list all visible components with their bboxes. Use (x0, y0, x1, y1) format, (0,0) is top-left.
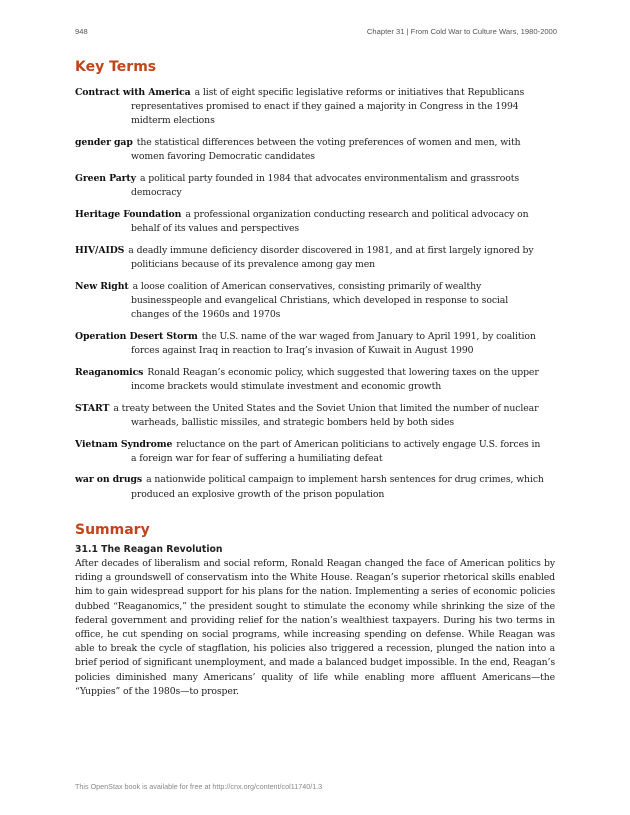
key-terms-heading: Key Terms (75, 59, 157, 75)
term-definition: a deadly immune deficiency disorder discovered in 1981, and at first largely ignored by politicians because of its prevalence among gay men (128, 244, 534, 271)
key-term-item (75, 208, 545, 236)
term-word: Heritage Foundation (75, 208, 182, 220)
key-term-item (75, 172, 545, 200)
page-number: 948 (75, 27, 88, 36)
key-term-item (75, 136, 545, 164)
term-definition: a nationwide political campaign to implement harsh sentences for drug crimes, which produced an explosive growth of the prison population (131, 474, 544, 500)
term-definition: reluctance on the part of American politicians to actively engage U.S. forces in a foreign war for fear of suffering a humiliating defeat (131, 438, 541, 464)
term-definition: the statistical differences between the voting preferences of women and men, with women favoring Democratic candidates (131, 137, 521, 163)
term-word: Operation Desert Storm (75, 330, 198, 342)
chapter-header: Chapter 31 | From Cold War to Culture Wars, 1980-2000 (366, 27, 557, 36)
term-definition: a political party founded in 1984 that advocates environmentalism and grassroots democracy (131, 173, 519, 199)
term-word: START (75, 402, 110, 414)
key-term-item (75, 330, 545, 358)
term-word: Contract with America (75, 87, 191, 98)
term-word: Vietnam Syndrome (75, 438, 173, 450)
summary-heading: Summary (75, 522, 150, 538)
term-definition: a loose coalition of American conservatives, consisting primarily of wealthy businesspeople and evangelical Christians, which developed in response to social changes of the 1960s and 1970s (131, 280, 509, 321)
term-word: HIV/AIDS (75, 244, 125, 256)
key-term-item (75, 402, 545, 430)
key-term-item (75, 280, 545, 323)
summary-paragraph: After decades of liberalism and social reform, Ronald Reagan changed the face of American politics by riding a groundswell of conservatism into the White House. Reagan’s superior rhetorical skills enabled him to gain widespread support for his plans for the nation. Implementing a series of economic policies dubbed “Reaganomics,” the president sought to stimulate the economy while shrinking the size of the federal government and providing relief for the nation’s wealthiest taxpayers. During his two terms in office, he cut spending on social programs, while increasing spending on defense. While Reagan was able to break the cycle of stagflation, his policies also triggered a recession, plunged the nation into a brief period of significant unemployment, and made a balanced budget impossible. In the end, Reagan’s policies diminished many Americans’ quality of life while enabling more affluent Americans—the “Yuppies” of the 1980s—to prosper. (75, 558, 555, 697)
term-word: Reaganomics (75, 366, 144, 378)
key-term-item (75, 438, 545, 466)
term-definition: a list of eight specific legislative reforms or initiatives that Republicans representatives promised to enact if they gained a majority in Congress in the 1994 midterm elections (131, 87, 525, 127)
term-word: gender gap (75, 137, 133, 149)
key-terms-list (75, 86, 545, 509)
term-definition: a treaty between the United States and the Soviet Union that limited the number of nuclear warheads, ballistic missiles, and strategic bombers held by both sides (113, 402, 539, 428)
key-term-item (75, 473, 545, 501)
key-term-item (75, 366, 545, 394)
term-word: war on drugs (75, 474, 143, 486)
term-definition: Ronald Reagan’s economic policy, which suggested that lowering taxes on the upper income brackets would stimulate investment and economic growth (131, 366, 539, 392)
term-word: Green Party (75, 173, 136, 185)
term-word: New Right (75, 280, 129, 292)
footer-note: This OpenStax book is available for free at http://cnx.org/content/col11740/1.3 (75, 782, 323, 791)
summary-subheading: 31.1 The Reagan Revolution (75, 544, 223, 555)
term-definition: a professional organization conducting research and political advocacy on behalf of its values and perspectives (131, 208, 529, 235)
key-term-item (75, 244, 545, 272)
key-term-item (75, 86, 545, 129)
term-definition: the U.S. name of the war waged from January to April 1991, by coalition forces against Iraq in reaction to Iraq’s invasion of Kuwait in August 1990 (131, 330, 536, 357)
